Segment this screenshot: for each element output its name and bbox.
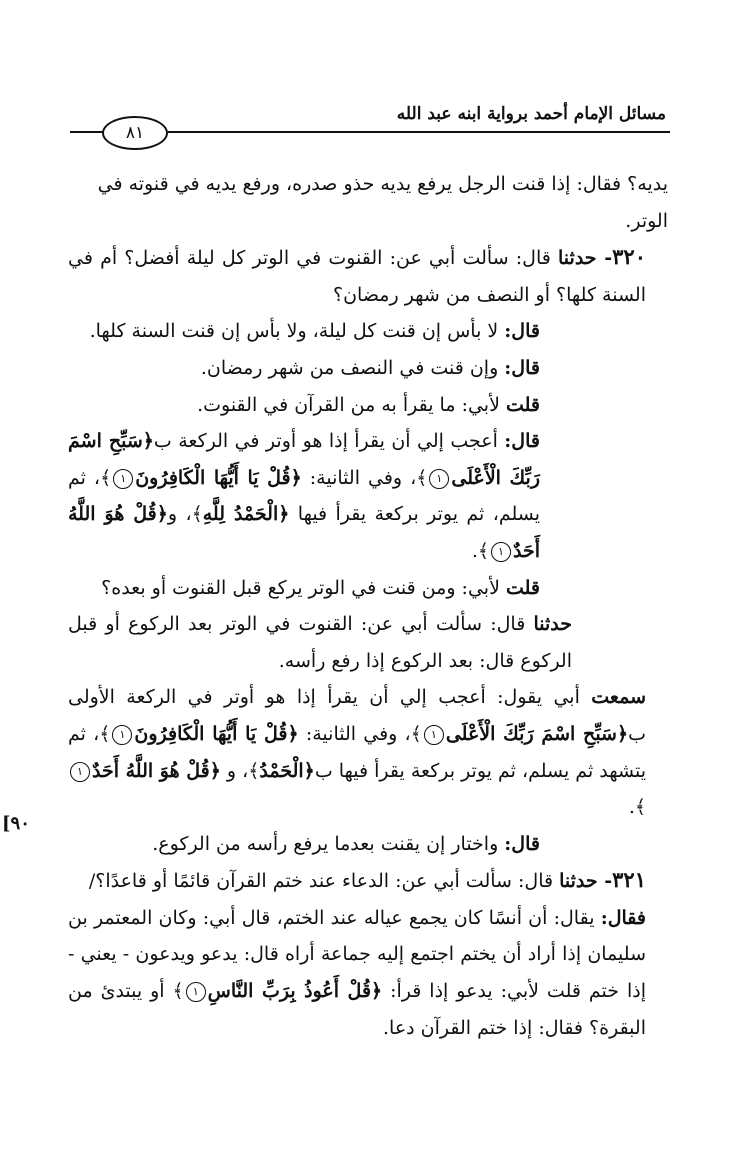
paragraph-321	[68, 862, 668, 900]
ayah-marker: ١	[424, 725, 444, 745]
paragraph-text: ﴾، وفي الثانية:	[298, 722, 422, 745]
margin-page-reference: [٩٠	[2, 813, 30, 834]
page-body	[68, 166, 668, 1046]
quran-verse: ﴿قُلْ يَا أَيُّهَا الْكَافِرُونَ	[135, 466, 302, 489]
header-rule	[168, 131, 670, 133]
paragraph-text: أعجب إلي أن يقرأ إذا هو أوتر في الركعة ب	[153, 430, 505, 453]
quran-verse: ﴿سَبِّحِ اسْمَ رَبِّكَ الْأَعْلَى	[445, 722, 629, 745]
ayah-marker: ١	[491, 542, 511, 562]
paragraph-text: ﴾، ثم يتشهد ثم يسلم، ثم يوتر بركعة يقرأ فيها ب	[68, 722, 646, 782]
paragraph-qal-3	[68, 423, 668, 569]
paragraph-haddathana	[68, 606, 668, 679]
paragraph-text: ﴾، ثم يسلم، ثم يوتر بركعة يقرأ فيها	[68, 466, 540, 526]
paragraph-keyword: حدثنا	[533, 613, 572, 636]
ayah-marker: ١	[186, 982, 206, 1002]
paragraph-faqal	[68, 900, 668, 1046]
paragraph-text: ﴾، و	[167, 503, 203, 526]
paragraph-text: وإن قنت في النصف من شهر رمضان.	[200, 356, 505, 379]
paragraph-keyword: فقال:	[600, 906, 646, 929]
paragraph-keyword: قال:	[504, 356, 540, 379]
paragraph-text: ﴾ أو يبتدئ من البقرة؟ فقال: إذا ختم القرآن دعا.	[68, 980, 646, 1039]
quran-verse: ﴿قُلْ أَعُوذُ بِرَبِّ النَّاسِ	[207, 980, 383, 1003]
quran-verse: ﴿سَبِّحِ اسْمَ رَبِّكَ الْأَعْلَى	[68, 430, 540, 489]
paragraph-qal-2	[68, 350, 668, 387]
paragraph-text: ﴾، وفي الثانية:	[301, 466, 428, 489]
quran-verse: ﴿الْحَمْدُ لِلَّهِ	[202, 503, 290, 526]
paragraph-text: واختار إن يقنت بعدما يرفع رأسه من الركوع.	[152, 832, 505, 855]
paragraph-text: ﴾.	[628, 796, 646, 819]
paragraph-text: ﴾، و	[220, 759, 260, 782]
paragraph-keyword: - حدثنا	[558, 247, 613, 270]
paragraph-text: لا بأس إن قنت كل ليلة، ولا بأس إن قنت السنة كلها.	[89, 320, 505, 343]
paragraph-samitu	[68, 679, 668, 825]
header-rule-left	[70, 131, 104, 133]
paragraph-qultu-1	[68, 387, 668, 424]
quran-verse: ﴿قُلْ هُوَ اللَّهُ أَحَدٌ	[92, 759, 221, 782]
paragraph-text: ﴾.	[471, 539, 489, 562]
paragraph-text: لأبي: ومن قنت في الوتر يركع قبل القنوت أو بعده؟	[101, 576, 506, 599]
ayah-marker: ١	[113, 469, 133, 489]
paragraph-text: يديه؟ فقال: إذا قنت الرجل يرفع يديه حذو صدره، ورفع يديه في قنوته في الوتر.	[97, 173, 668, 232]
ayah-marker: ١	[429, 469, 449, 489]
hadith-number: ٣٢١	[612, 867, 646, 893]
quran-verse: ﴿قُلْ هُوَ اللَّهُ أَحَدٌ	[68, 503, 540, 562]
quran-verse: ﴿قُلْ يَا أَيُّهَا الْكَافِرُونَ	[134, 722, 299, 745]
paragraph-320	[68, 239, 668, 313]
paragraph-continuation	[68, 166, 668, 239]
paragraph-qultu-2	[68, 570, 668, 607]
paragraph-keyword: قلت	[505, 576, 540, 599]
paragraph-text: قال: سألت أبي عن: الدعاء عند ختم القرآن قائمًا أو قاعدًا؟/	[88, 870, 560, 893]
running-header-title: مسائل الإمام أحمد برواية ابنه عبد الله	[396, 104, 666, 124]
paragraph-text: أبي يقول: أعجب إلي أن يقرأ إذا هو أوتر في الركعة الأولى ب	[68, 686, 647, 745]
hadith-number: ٣٢٠	[612, 244, 646, 270]
paragraph-keyword: قلت	[505, 393, 540, 416]
paragraph-text: قال: سألت أبي عن: القنوت في الوتر كل ليلة أفضل؟ أم في السنة كلها؟ أو النصف من شهر رمضان؟	[68, 247, 646, 306]
paragraph-text: قال: سألت أبي عن: القنوت في الوتر بعد الركوع أو قبل الركوع قال: بعد الركوع إذا رفع رأسه.	[68, 613, 572, 672]
paragraph-text: لأبي: ما يقرأ به من القرآن في القنوت.	[197, 393, 506, 416]
paragraph-keyword: قال:	[504, 832, 540, 855]
ayah-marker: ١	[112, 725, 132, 745]
paragraph-keyword: قال:	[504, 320, 540, 343]
quran-verse: ﴿الْحَمْدُ	[259, 759, 315, 782]
page-number: ٨١	[102, 116, 168, 150]
paragraph-keyword: قال:	[504, 430, 540, 453]
ayah-marker: ١	[70, 762, 90, 782]
paragraph-keyword: - حدثنا	[559, 870, 613, 893]
paragraph-qal-1	[68, 313, 668, 350]
paragraph-keyword: سمعت	[591, 686, 646, 709]
paragraph-qal-4	[68, 826, 668, 863]
paragraph-text: يقال: أن أنسًا كان يجمع عياله عند الختم، قال أبي: وكان المعتمر بن سليمان إذا أراد أن يختم اجتمع إليه جماعة أراه قال: يدعو ويدعون - يعني - إذا ختم قلت لأبي: يدعو إذا قرأ:	[68, 906, 646, 1003]
